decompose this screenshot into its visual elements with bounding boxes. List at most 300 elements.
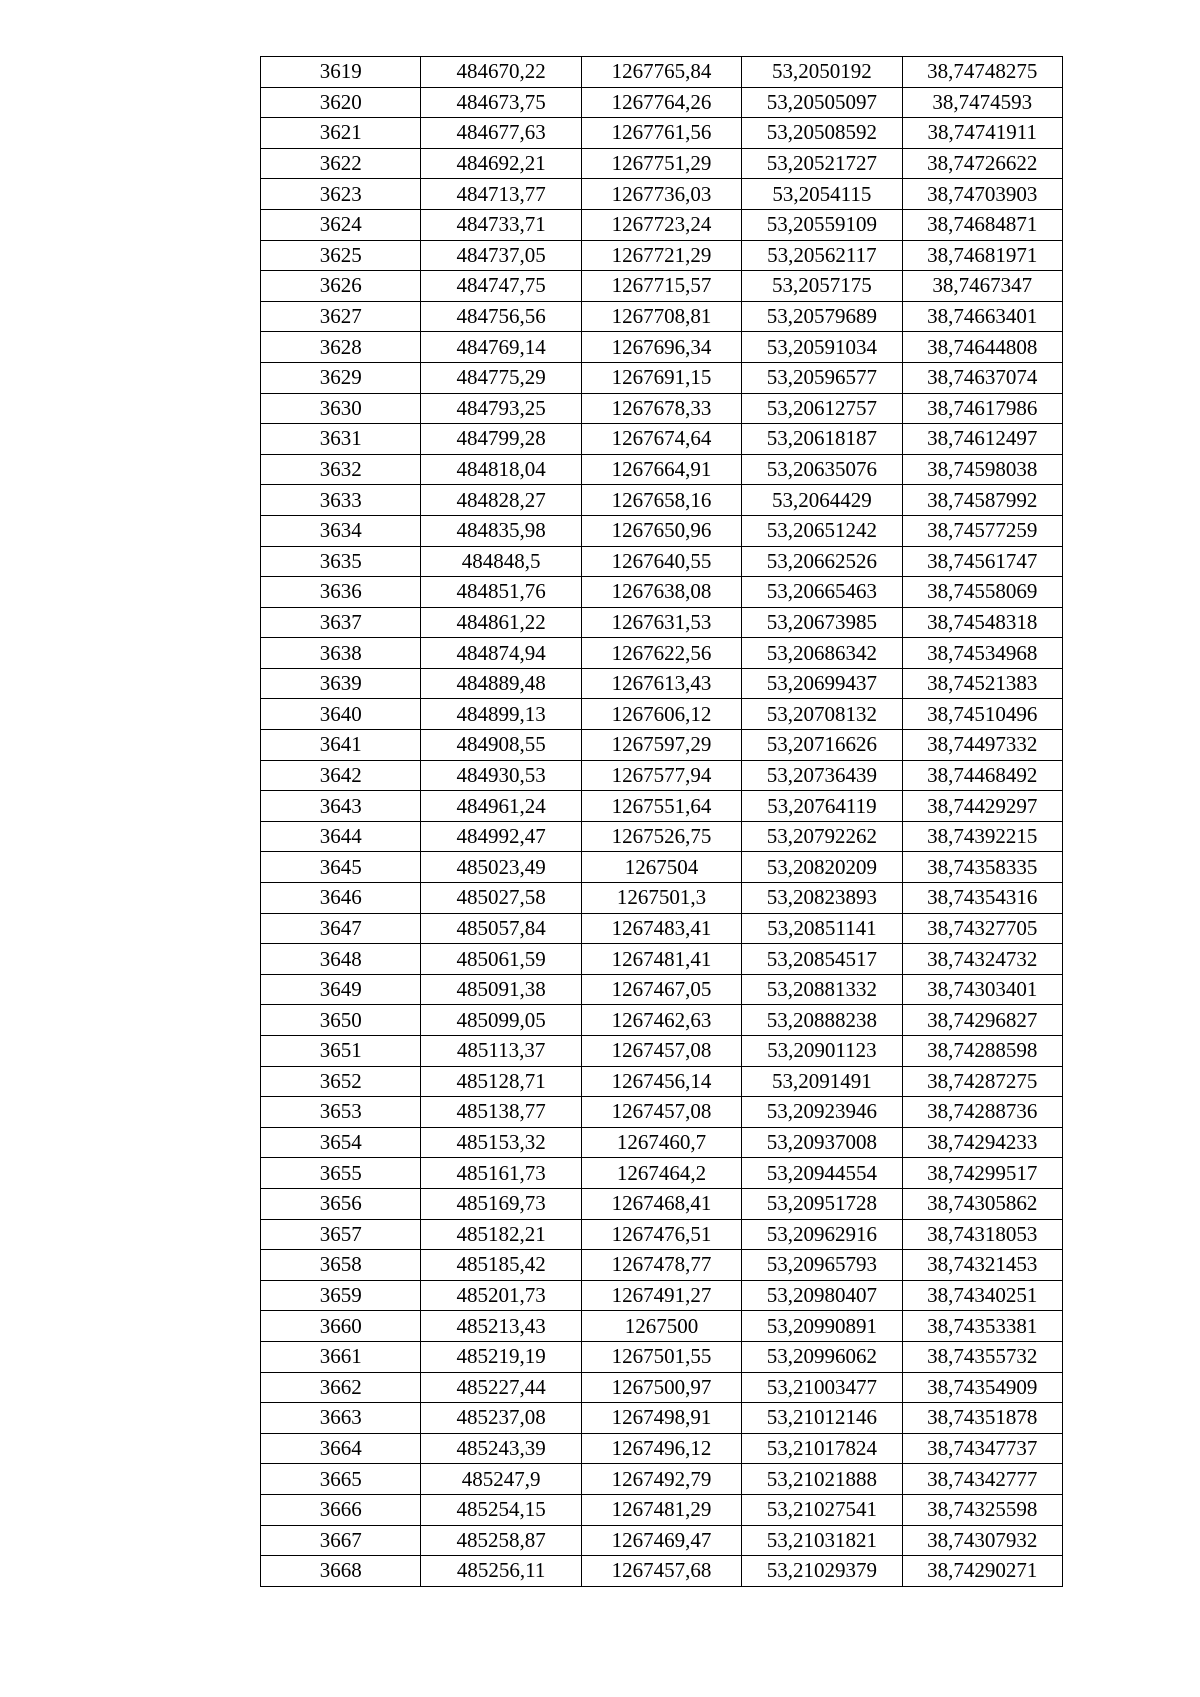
longitude-cell: 38,74305862 (902, 1188, 1062, 1219)
table-row (261, 1127, 1063, 1158)
y-coordinate-cell: 1267456,14 (581, 1066, 741, 1097)
latitude-cell: 53,20618187 (742, 424, 902, 455)
x-coordinate-cell: 485027,58 (421, 883, 581, 914)
latitude-cell: 53,21031821 (742, 1525, 902, 1556)
x-coordinate-cell: 485023,49 (421, 852, 581, 883)
x-coordinate-cell: 485169,73 (421, 1188, 581, 1219)
longitude-cell: 38,74468492 (902, 760, 1062, 791)
longitude-cell: 38,74617986 (902, 393, 1062, 424)
point-number-cell: 3632 (261, 454, 421, 485)
x-coordinate-cell: 484848,5 (421, 546, 581, 577)
x-coordinate-cell: 484673,75 (421, 87, 581, 118)
table-row (261, 301, 1063, 332)
latitude-cell: 53,20980407 (742, 1280, 902, 1311)
x-coordinate-cell: 485201,73 (421, 1280, 581, 1311)
x-coordinate-cell: 485057,84 (421, 913, 581, 944)
longitude-cell: 38,74748275 (902, 57, 1062, 88)
x-coordinate-cell: 484677,63 (421, 118, 581, 149)
y-coordinate-cell: 1267715,57 (581, 271, 741, 302)
y-coordinate-cell: 1267498,91 (581, 1403, 741, 1434)
point-number-cell: 3666 (261, 1494, 421, 1525)
point-number-cell: 3638 (261, 638, 421, 669)
longitude-cell: 38,74741911 (902, 118, 1062, 149)
longitude-cell: 38,74354316 (902, 883, 1062, 914)
latitude-cell: 53,21029379 (742, 1556, 902, 1587)
latitude-cell: 53,20651242 (742, 515, 902, 546)
point-number-cell: 3644 (261, 821, 421, 852)
point-number-cell: 3651 (261, 1036, 421, 1067)
point-number-cell: 3641 (261, 730, 421, 761)
y-coordinate-cell: 1267551,64 (581, 791, 741, 822)
y-coordinate-cell: 1267761,56 (581, 118, 741, 149)
y-coordinate-cell: 1267462,63 (581, 1005, 741, 1036)
x-coordinate-cell: 484793,25 (421, 393, 581, 424)
longitude-cell: 38,74684871 (902, 209, 1062, 240)
y-coordinate-cell: 1267658,16 (581, 485, 741, 516)
table-row (261, 760, 1063, 791)
table-row (261, 271, 1063, 302)
x-coordinate-cell: 484835,98 (421, 515, 581, 546)
latitude-cell: 53,20823893 (742, 883, 902, 914)
latitude-cell: 53,20962916 (742, 1219, 902, 1250)
point-number-cell: 3630 (261, 393, 421, 424)
y-coordinate-cell: 1267650,96 (581, 515, 741, 546)
table-row (261, 638, 1063, 669)
point-number-cell: 3634 (261, 515, 421, 546)
table-row (261, 454, 1063, 485)
latitude-cell: 53,20764119 (742, 791, 902, 822)
y-coordinate-cell: 1267764,26 (581, 87, 741, 118)
latitude-cell: 53,20736439 (742, 760, 902, 791)
y-coordinate-cell: 1267691,15 (581, 362, 741, 393)
point-number-cell: 3649 (261, 974, 421, 1005)
table-row (261, 332, 1063, 363)
longitude-cell: 38,74294233 (902, 1127, 1062, 1158)
table-row (261, 791, 1063, 822)
longitude-cell: 38,74497332 (902, 730, 1062, 761)
x-coordinate-cell: 485153,32 (421, 1127, 581, 1158)
point-number-cell: 3626 (261, 271, 421, 302)
x-coordinate-cell: 484747,75 (421, 271, 581, 302)
y-coordinate-cell: 1267483,41 (581, 913, 741, 944)
point-number-cell: 3654 (261, 1127, 421, 1158)
x-coordinate-cell: 484874,94 (421, 638, 581, 669)
table-row (261, 118, 1063, 149)
point-number-cell: 3650 (261, 1005, 421, 1036)
table-row (261, 424, 1063, 455)
point-number-cell: 3658 (261, 1250, 421, 1281)
y-coordinate-cell: 1267457,08 (581, 1097, 741, 1128)
longitude-cell: 38,74290271 (902, 1556, 1062, 1587)
longitude-cell: 38,74321453 (902, 1250, 1062, 1281)
point-number-cell: 3646 (261, 883, 421, 914)
table-row (261, 577, 1063, 608)
point-number-cell: 3623 (261, 179, 421, 210)
latitude-cell: 53,20635076 (742, 454, 902, 485)
y-coordinate-cell: 1267664,91 (581, 454, 741, 485)
latitude-cell: 53,21012146 (742, 1403, 902, 1434)
table-row (261, 730, 1063, 761)
x-coordinate-cell: 485219,19 (421, 1341, 581, 1372)
latitude-cell: 53,20881332 (742, 974, 902, 1005)
table-row (261, 1341, 1063, 1372)
y-coordinate-cell: 1267469,47 (581, 1525, 741, 1556)
latitude-cell: 53,20944554 (742, 1158, 902, 1189)
point-number-cell: 3660 (261, 1311, 421, 1342)
x-coordinate-cell: 484818,04 (421, 454, 581, 485)
x-coordinate-cell: 485113,37 (421, 1036, 581, 1067)
table-row (261, 1097, 1063, 1128)
table-row (261, 1464, 1063, 1495)
latitude-cell: 53,20579689 (742, 301, 902, 332)
longitude-cell: 38,7467347 (902, 271, 1062, 302)
latitude-cell: 53,2054115 (742, 179, 902, 210)
table-row (261, 179, 1063, 210)
table-row (261, 1005, 1063, 1036)
table-row (261, 87, 1063, 118)
y-coordinate-cell: 1267478,77 (581, 1250, 741, 1281)
latitude-cell: 53,20820209 (742, 852, 902, 883)
latitude-cell: 53,20792262 (742, 821, 902, 852)
table-row (261, 913, 1063, 944)
point-number-cell: 3659 (261, 1280, 421, 1311)
point-number-cell: 3662 (261, 1372, 421, 1403)
latitude-cell: 53,20716626 (742, 730, 902, 761)
x-coordinate-cell: 484828,27 (421, 485, 581, 516)
table-row (261, 883, 1063, 914)
x-coordinate-cell: 484769,14 (421, 332, 581, 363)
point-number-cell: 3633 (261, 485, 421, 516)
latitude-cell: 53,2064429 (742, 485, 902, 516)
table-row (261, 1494, 1063, 1525)
table-row (261, 485, 1063, 516)
longitude-cell: 38,74347737 (902, 1433, 1062, 1464)
x-coordinate-cell: 485061,59 (421, 944, 581, 975)
y-coordinate-cell: 1267765,84 (581, 57, 741, 88)
table-row (261, 1036, 1063, 1067)
x-coordinate-cell: 485243,39 (421, 1433, 581, 1464)
longitude-cell: 38,74340251 (902, 1280, 1062, 1311)
point-number-cell: 3642 (261, 760, 421, 791)
point-number-cell: 3655 (261, 1158, 421, 1189)
y-coordinate-cell: 1267736,03 (581, 179, 741, 210)
table-row (261, 515, 1063, 546)
table-row (261, 1188, 1063, 1219)
y-coordinate-cell: 1267606,12 (581, 699, 741, 730)
longitude-cell: 38,74325598 (902, 1494, 1062, 1525)
x-coordinate-cell: 485091,38 (421, 974, 581, 1005)
x-coordinate-cell: 484961,24 (421, 791, 581, 822)
x-coordinate-cell: 484733,71 (421, 209, 581, 240)
latitude-cell: 53,20673985 (742, 607, 902, 638)
point-number-cell: 3667 (261, 1525, 421, 1556)
point-number-cell: 3645 (261, 852, 421, 883)
latitude-cell: 53,20686342 (742, 638, 902, 669)
point-number-cell: 3628 (261, 332, 421, 363)
table-row (261, 240, 1063, 271)
x-coordinate-cell: 485213,43 (421, 1311, 581, 1342)
y-coordinate-cell: 1267526,75 (581, 821, 741, 852)
longitude-cell: 38,74577259 (902, 515, 1062, 546)
y-coordinate-cell: 1267723,24 (581, 209, 741, 240)
y-coordinate-cell: 1267492,79 (581, 1464, 741, 1495)
latitude-cell: 53,20559109 (742, 209, 902, 240)
table-row (261, 821, 1063, 852)
longitude-cell: 38,74392215 (902, 821, 1062, 852)
x-coordinate-cell: 485256,11 (421, 1556, 581, 1587)
x-coordinate-cell: 484851,76 (421, 577, 581, 608)
longitude-cell: 38,74637074 (902, 362, 1062, 393)
x-coordinate-cell: 484908,55 (421, 730, 581, 761)
longitude-cell: 38,74663401 (902, 301, 1062, 332)
longitude-cell: 38,74429297 (902, 791, 1062, 822)
point-number-cell: 3661 (261, 1341, 421, 1372)
longitude-cell: 38,74703903 (902, 179, 1062, 210)
longitude-cell: 38,74288736 (902, 1097, 1062, 1128)
y-coordinate-cell: 1267457,08 (581, 1036, 741, 1067)
point-number-cell: 3619 (261, 57, 421, 88)
latitude-cell: 53,20937008 (742, 1127, 902, 1158)
table-row (261, 57, 1063, 88)
table-row (261, 1525, 1063, 1556)
x-coordinate-cell: 484899,13 (421, 699, 581, 730)
y-coordinate-cell: 1267640,55 (581, 546, 741, 577)
y-coordinate-cell: 1267500 (581, 1311, 741, 1342)
longitude-cell: 38,74612497 (902, 424, 1062, 455)
longitude-cell: 38,74587992 (902, 485, 1062, 516)
longitude-cell: 38,74303401 (902, 974, 1062, 1005)
x-coordinate-cell: 484756,56 (421, 301, 581, 332)
latitude-cell: 53,20505097 (742, 87, 902, 118)
y-coordinate-cell: 1267631,53 (581, 607, 741, 638)
longitude-cell: 38,74307932 (902, 1525, 1062, 1556)
y-coordinate-cell: 1267674,64 (581, 424, 741, 455)
longitude-cell: 38,74354909 (902, 1372, 1062, 1403)
point-number-cell: 3643 (261, 791, 421, 822)
longitude-cell: 38,74561747 (902, 546, 1062, 577)
table-row (261, 1433, 1063, 1464)
table-row (261, 1372, 1063, 1403)
longitude-cell: 38,74351878 (902, 1403, 1062, 1434)
x-coordinate-cell: 485247,9 (421, 1464, 581, 1495)
latitude-cell: 53,20990891 (742, 1311, 902, 1342)
latitude-cell: 53,21027541 (742, 1494, 902, 1525)
latitude-cell: 53,20596577 (742, 362, 902, 393)
point-number-cell: 3663 (261, 1403, 421, 1434)
x-coordinate-cell: 485237,08 (421, 1403, 581, 1434)
point-number-cell: 3631 (261, 424, 421, 455)
point-number-cell: 3622 (261, 148, 421, 179)
point-number-cell: 3648 (261, 944, 421, 975)
longitude-cell: 38,74534968 (902, 638, 1062, 669)
latitude-cell: 53,2057175 (742, 271, 902, 302)
point-number-cell: 3624 (261, 209, 421, 240)
longitude-cell: 38,74287275 (902, 1066, 1062, 1097)
point-number-cell: 3620 (261, 87, 421, 118)
x-coordinate-cell: 485128,71 (421, 1066, 581, 1097)
x-coordinate-cell: 485254,15 (421, 1494, 581, 1525)
y-coordinate-cell: 1267577,94 (581, 760, 741, 791)
point-number-cell: 3656 (261, 1188, 421, 1219)
coordinates-table-body (261, 57, 1063, 1587)
x-coordinate-cell: 484737,05 (421, 240, 581, 271)
y-coordinate-cell: 1267467,05 (581, 974, 741, 1005)
longitude-cell: 38,74318053 (902, 1219, 1062, 1250)
y-coordinate-cell: 1267460,7 (581, 1127, 741, 1158)
table-row (261, 546, 1063, 577)
x-coordinate-cell: 484799,28 (421, 424, 581, 455)
table-row (261, 209, 1063, 240)
longitude-cell: 38,74327705 (902, 913, 1062, 944)
y-coordinate-cell: 1267751,29 (581, 148, 741, 179)
y-coordinate-cell: 1267457,68 (581, 1556, 741, 1587)
latitude-cell: 53,21003477 (742, 1372, 902, 1403)
point-number-cell: 3637 (261, 607, 421, 638)
y-coordinate-cell: 1267501,55 (581, 1341, 741, 1372)
latitude-cell: 53,20562117 (742, 240, 902, 271)
point-number-cell: 3665 (261, 1464, 421, 1495)
latitude-cell: 53,20708132 (742, 699, 902, 730)
latitude-cell: 53,20521727 (742, 148, 902, 179)
x-coordinate-cell: 484889,48 (421, 668, 581, 699)
y-coordinate-cell: 1267481,41 (581, 944, 741, 975)
latitude-cell: 53,2091491 (742, 1066, 902, 1097)
coordinates-table (260, 56, 1063, 1587)
longitude-cell: 38,74358335 (902, 852, 1062, 883)
table-row (261, 1556, 1063, 1587)
x-coordinate-cell: 484713,77 (421, 179, 581, 210)
point-number-cell: 3664 (261, 1433, 421, 1464)
y-coordinate-cell: 1267708,81 (581, 301, 741, 332)
latitude-cell: 53,20665463 (742, 577, 902, 608)
y-coordinate-cell: 1267597,29 (581, 730, 741, 761)
latitude-cell: 53,20951728 (742, 1188, 902, 1219)
table-row (261, 699, 1063, 730)
x-coordinate-cell: 484930,53 (421, 760, 581, 791)
table-row (261, 974, 1063, 1005)
y-coordinate-cell: 1267696,34 (581, 332, 741, 363)
point-number-cell: 3635 (261, 546, 421, 577)
table-row (261, 1158, 1063, 1189)
point-number-cell: 3629 (261, 362, 421, 393)
y-coordinate-cell: 1267504 (581, 852, 741, 883)
y-coordinate-cell: 1267638,08 (581, 577, 741, 608)
x-coordinate-cell: 484992,47 (421, 821, 581, 852)
latitude-cell: 53,20965793 (742, 1250, 902, 1281)
y-coordinate-cell: 1267501,3 (581, 883, 741, 914)
y-coordinate-cell: 1267476,51 (581, 1219, 741, 1250)
x-coordinate-cell: 484861,22 (421, 607, 581, 638)
longitude-cell: 38,74510496 (902, 699, 1062, 730)
longitude-cell: 38,74355732 (902, 1341, 1062, 1372)
longitude-cell: 38,74521383 (902, 668, 1062, 699)
latitude-cell: 53,20662526 (742, 546, 902, 577)
x-coordinate-cell: 484775,29 (421, 362, 581, 393)
table-row (261, 1311, 1063, 1342)
latitude-cell: 53,21017824 (742, 1433, 902, 1464)
y-coordinate-cell: 1267721,29 (581, 240, 741, 271)
table-row (261, 1219, 1063, 1250)
longitude-cell: 38,74353381 (902, 1311, 1062, 1342)
point-number-cell: 3625 (261, 240, 421, 271)
point-number-cell: 3621 (261, 118, 421, 149)
x-coordinate-cell: 484670,22 (421, 57, 581, 88)
point-number-cell: 3652 (261, 1066, 421, 1097)
longitude-cell: 38,74296827 (902, 1005, 1062, 1036)
latitude-cell: 53,20851141 (742, 913, 902, 944)
point-number-cell: 3639 (261, 668, 421, 699)
latitude-cell: 53,20854517 (742, 944, 902, 975)
y-coordinate-cell: 1267464,2 (581, 1158, 741, 1189)
longitude-cell: 38,74548318 (902, 607, 1062, 638)
table-row (261, 1250, 1063, 1281)
longitude-cell: 38,74598038 (902, 454, 1062, 485)
y-coordinate-cell: 1267491,27 (581, 1280, 741, 1311)
point-number-cell: 3627 (261, 301, 421, 332)
x-coordinate-cell: 485182,21 (421, 1219, 581, 1250)
table-row (261, 148, 1063, 179)
y-coordinate-cell: 1267622,56 (581, 638, 741, 669)
latitude-cell: 53,20901123 (742, 1036, 902, 1067)
table-row (261, 607, 1063, 638)
y-coordinate-cell: 1267678,33 (581, 393, 741, 424)
longitude-cell: 38,74558069 (902, 577, 1062, 608)
x-coordinate-cell: 485161,73 (421, 1158, 581, 1189)
y-coordinate-cell: 1267468,41 (581, 1188, 741, 1219)
table-row (261, 668, 1063, 699)
y-coordinate-cell: 1267500,97 (581, 1372, 741, 1403)
latitude-cell: 53,20612757 (742, 393, 902, 424)
latitude-cell: 53,20508592 (742, 118, 902, 149)
x-coordinate-cell: 485185,42 (421, 1250, 581, 1281)
x-coordinate-cell: 484692,21 (421, 148, 581, 179)
latitude-cell: 53,2050192 (742, 57, 902, 88)
table-row (261, 393, 1063, 424)
point-number-cell: 3647 (261, 913, 421, 944)
longitude-cell: 38,74681971 (902, 240, 1062, 271)
point-number-cell: 3640 (261, 699, 421, 730)
point-number-cell: 3657 (261, 1219, 421, 1250)
x-coordinate-cell: 485227,44 (421, 1372, 581, 1403)
table-row (261, 944, 1063, 975)
latitude-cell: 53,20996062 (742, 1341, 902, 1372)
table-row (261, 1280, 1063, 1311)
point-number-cell: 3636 (261, 577, 421, 608)
latitude-cell: 53,20888238 (742, 1005, 902, 1036)
latitude-cell: 53,20923946 (742, 1097, 902, 1128)
latitude-cell: 53,20591034 (742, 332, 902, 363)
x-coordinate-cell: 485099,05 (421, 1005, 581, 1036)
longitude-cell: 38,74726622 (902, 148, 1062, 179)
y-coordinate-cell: 1267481,29 (581, 1494, 741, 1525)
latitude-cell: 53,20699437 (742, 668, 902, 699)
longitude-cell: 38,74342777 (902, 1464, 1062, 1495)
longitude-cell: 38,74299517 (902, 1158, 1062, 1189)
longitude-cell: 38,74324732 (902, 944, 1062, 975)
point-number-cell: 3653 (261, 1097, 421, 1128)
x-coordinate-cell: 485138,77 (421, 1097, 581, 1128)
y-coordinate-cell: 1267496,12 (581, 1433, 741, 1464)
longitude-cell: 38,74644808 (902, 332, 1062, 363)
table-row (261, 1066, 1063, 1097)
x-coordinate-cell: 485258,87 (421, 1525, 581, 1556)
point-number-cell: 3668 (261, 1556, 421, 1587)
table-row (261, 852, 1063, 883)
longitude-cell: 38,7474593 (902, 87, 1062, 118)
longitude-cell: 38,74288598 (902, 1036, 1062, 1067)
table-row (261, 1403, 1063, 1434)
table-row (261, 362, 1063, 393)
